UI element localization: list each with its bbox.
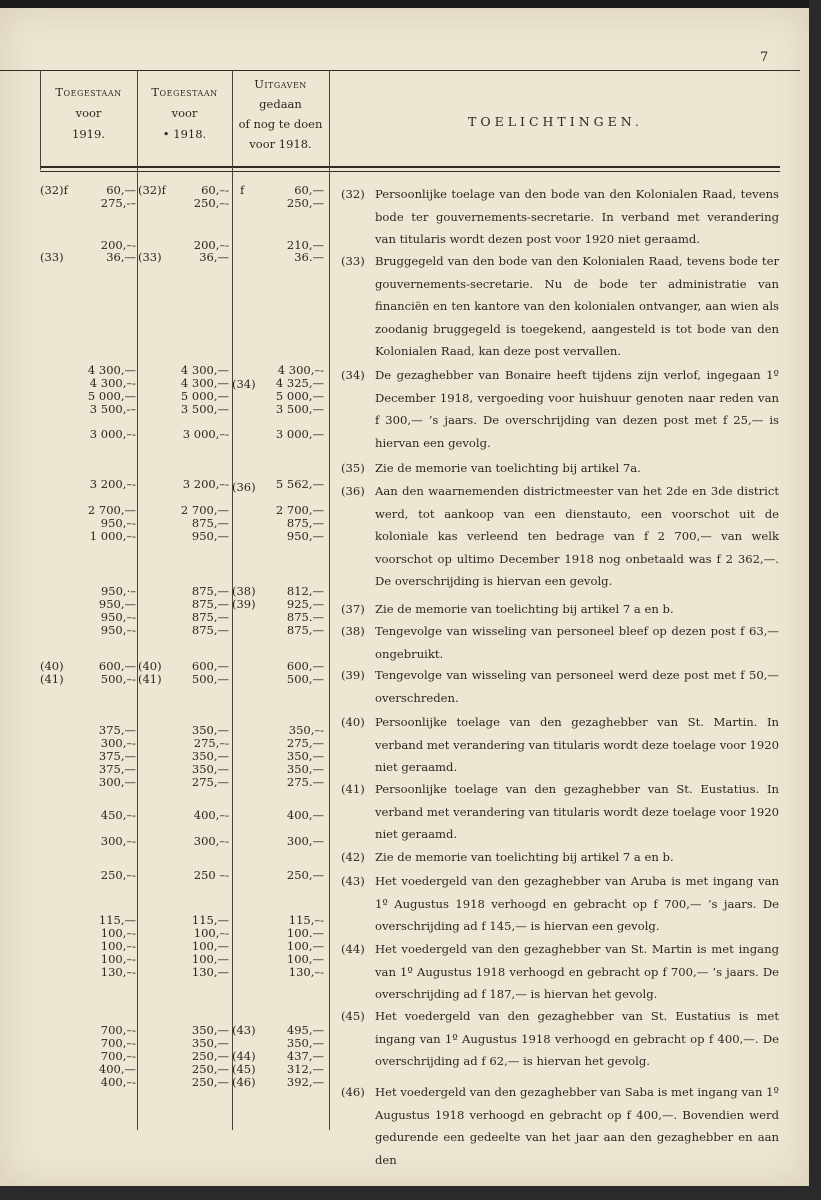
label-c36: (36) bbox=[232, 480, 256, 494]
col3-amount: 600,— bbox=[286, 659, 324, 673]
col2-amount: 350,— bbox=[191, 749, 229, 763]
col2-amount: 250 –- bbox=[193, 868, 229, 882]
col1-amount: 375,— bbox=[98, 749, 136, 763]
label-b33: (33) bbox=[138, 250, 162, 264]
col1-amount: 300,–- bbox=[100, 834, 136, 848]
note-text: Tengevolge van wisseling van personeel werd deze post met f 50,— overschreden. bbox=[375, 668, 779, 705]
col1-amount: 400,— bbox=[98, 1062, 136, 1076]
header-expenditure-1918: Uitgaven gedaan of nog te doen voor 1918. bbox=[238, 77, 323, 151]
col1-amount: 2 700,— bbox=[87, 503, 136, 517]
col2-amount: 130,— bbox=[191, 965, 229, 979]
col2-amount: 875,— bbox=[191, 516, 229, 530]
col2-amount: 600,— bbox=[191, 659, 229, 673]
note-text: Zie de memorie van toelichting bij artikel 7a. bbox=[375, 461, 641, 475]
col1-amount: 400,–- bbox=[100, 1075, 136, 1089]
col2-amount: 350,— bbox=[191, 1036, 229, 1050]
col3-amount: 500,— bbox=[286, 672, 324, 686]
col3-amount: 60,— bbox=[294, 183, 324, 197]
col3-amount: 5 562,— bbox=[275, 477, 324, 491]
col3-amount: 115,–- bbox=[288, 913, 324, 927]
col3-amount: 925,— bbox=[286, 597, 324, 611]
col2-amount: 3 500,— bbox=[180, 402, 229, 416]
col2-amount: 3 000,–- bbox=[182, 427, 229, 441]
col1-amount: 1 000,–- bbox=[89, 529, 136, 543]
col1-amount: 950,–- bbox=[100, 610, 136, 624]
label-c39: (39) bbox=[232, 597, 256, 611]
col1-amount: 3 500,-– bbox=[89, 402, 136, 416]
header-allowed-1918: Toegestaan voor • 1918. bbox=[151, 85, 218, 141]
col3-amount: 250,— bbox=[286, 868, 324, 882]
col2-amount: 875,— bbox=[191, 610, 229, 624]
col1-amount: 100,–- bbox=[100, 939, 136, 953]
col3-amount: 100.— bbox=[286, 926, 324, 940]
note-text: Het voedergeld van den gezaghebber van St. Martin is met ingang van 1º Augustus 1918 verhoogd en gebracht op f 700,— ’s jaars. De overschrijding ad f 187,— is hiervan het gevolg. bbox=[375, 942, 779, 1001]
col1-amount: 36,— bbox=[106, 250, 136, 264]
col3-amount: 812,— bbox=[286, 584, 324, 598]
col3-amount: 5 000,— bbox=[275, 389, 324, 403]
col2-amount: 60,–- bbox=[201, 183, 229, 197]
col3-amount: 312,— bbox=[286, 1062, 324, 1076]
note-label: (36) bbox=[341, 484, 365, 498]
col2-amount: 115,— bbox=[191, 913, 229, 927]
page-number: 7 bbox=[760, 50, 769, 65]
col2-amount: 275,— bbox=[191, 775, 229, 789]
col3-amount: 2 700,— bbox=[275, 503, 324, 517]
label-a41: (41) bbox=[40, 672, 64, 686]
col3-amount: 875,— bbox=[286, 516, 324, 530]
col2-amount: 250,— bbox=[191, 1062, 229, 1076]
note-text: Aan den waarnemenden districtmeester van het 2de en 3de district werd, tot aankoop van een dienstauto, een voorschot uit de koloniale kas verleend ten bedrage van f 2 700,— van welk voorschot op ultimo December 1918 nog onbetaald was f 2 362,—. De overschrijding is hiervan een gevolg. bbox=[375, 484, 779, 588]
col1-amount: 100,–- bbox=[100, 926, 136, 940]
label-b40: (40) bbox=[138, 659, 162, 673]
note-text: Zie de memorie van toelichting bij artikel 7 a en b. bbox=[375, 850, 674, 864]
col3-amount: 130,–- bbox=[288, 965, 324, 979]
col2-amount: 3 200,–- bbox=[182, 477, 229, 491]
note-label: (37) bbox=[341, 602, 365, 616]
col3-amount: 875.— bbox=[286, 610, 324, 624]
header-bottom-rule bbox=[40, 166, 780, 168]
note-label: (39) bbox=[341, 668, 365, 682]
col2-amount: 250,— bbox=[191, 1049, 229, 1063]
col1-amount: 700,–- bbox=[100, 1036, 136, 1050]
note-text: Het voedergeld van den gezaghebber van Saba is met ingang van 1º Augustus 1918 verhoogd en gebracht op f 400,—. Bovendien werd gedurende een gedeelte van het jaar aan den gezaghebber en aan den bbox=[375, 1085, 779, 1167]
col3-amount: 36.— bbox=[294, 250, 324, 264]
col1-amount: 950,·– bbox=[100, 584, 136, 598]
scan-edge-bottom bbox=[0, 1186, 821, 1200]
col1-amount: 250,–- bbox=[100, 868, 136, 882]
note-text: Persoonlijke toelage van den gezaghebber van St. Martin. In verband met verandering van titularis wordt deze toelage voor 1920 niet geraamd. bbox=[375, 715, 779, 774]
document-page bbox=[0, 8, 809, 1186]
scan-edge-right bbox=[809, 0, 821, 1200]
col2-amount: 100,–- bbox=[193, 926, 229, 940]
col3-amount: 4 300,–- bbox=[277, 363, 324, 377]
col1-amount: 60,— bbox=[106, 183, 136, 197]
header-top-rule bbox=[0, 70, 800, 71]
col2-amount: 350,— bbox=[191, 762, 229, 776]
col1-amount: 375,— bbox=[98, 762, 136, 776]
col3-amount: 350,— bbox=[286, 1036, 324, 1050]
note-label: (46) bbox=[341, 1085, 365, 1099]
col3-amount: 437,— bbox=[286, 1049, 324, 1063]
col3-amount: 300,— bbox=[286, 834, 324, 848]
note-label: (45) bbox=[341, 1009, 365, 1023]
label-c38: (38) bbox=[232, 584, 256, 598]
label-a33: (33) bbox=[40, 250, 64, 264]
label-c32: f bbox=[240, 183, 245, 197]
col1-amount: 500,–- bbox=[100, 672, 136, 686]
col2-amount: 875,— bbox=[191, 623, 229, 637]
col2-amount: 100,— bbox=[191, 952, 229, 966]
note-label: (40) bbox=[341, 715, 365, 729]
col3-amount: 250,— bbox=[286, 196, 324, 210]
note-text: Bruggegeld van den bode van den Kolonialen Raad, tevens bode ter gouvernements-secretarie. Nu de bode ter administratie van financiën en ten kantore van den kolonialen ontvanger, aan wien als zoodanig bruggegeld is toegekend, aangesteld is tot bode van den Kolonialen Raad, kan deze post vervallen. bbox=[375, 254, 779, 358]
note-label: (35) bbox=[341, 461, 365, 475]
note-text: Het voedergeld van den gezaghebber van Aruba is met ingang van 1º Augustus 1918 verhoogd en gebracht op f 700,— ’s jaars. De overschrijding ad f 145,— is hiervan een gevolg. bbox=[375, 874, 779, 933]
col2-amount: 500,— bbox=[191, 672, 229, 686]
col2-amount: 350,— bbox=[191, 1023, 229, 1037]
col2-amount: 875,— bbox=[191, 584, 229, 598]
note-label: (33) bbox=[341, 254, 365, 268]
col3-amount: 275.— bbox=[286, 775, 324, 789]
label-c44: (44) bbox=[232, 1049, 256, 1063]
col2-amount: 200,–- bbox=[193, 238, 229, 252]
col3-amount: 275,— bbox=[286, 736, 324, 750]
column-divider-3 bbox=[329, 70, 330, 1130]
col2-amount: 950,— bbox=[191, 529, 229, 543]
col2-amount: 2 700,— bbox=[180, 503, 229, 517]
note-text: Persoonlijke toelage van den bode van den Kolonialen Raad, tevens bode ter gouvernements-secretarie. In verband met verandering van titularis wordt dezen post voor 1920 niet geraamd. bbox=[375, 187, 779, 246]
col3-amount: 210,— bbox=[286, 238, 324, 252]
label-b41: (41) bbox=[138, 672, 162, 686]
col2-amount: 5 000,— bbox=[180, 389, 229, 403]
header-bottom-rule-thin bbox=[40, 171, 780, 172]
col3-amount: 495,— bbox=[286, 1023, 324, 1037]
col3-amount: 350,— bbox=[286, 762, 324, 776]
col3-amount: 400,— bbox=[286, 808, 324, 822]
col3-amount: 100,— bbox=[286, 939, 324, 953]
note-text: Zie de memorie van toelichting bij artikel 7 a en b. bbox=[375, 602, 674, 616]
col1-amount: 700,–- bbox=[100, 1049, 136, 1063]
note-label: (32) bbox=[341, 187, 365, 201]
col2-amount: 350,— bbox=[191, 723, 229, 737]
col3-amount: 350,–- bbox=[288, 723, 324, 737]
col3-amount: 875,— bbox=[286, 623, 324, 637]
label-c45: (45) bbox=[232, 1062, 256, 1076]
note-label: (42) bbox=[341, 850, 365, 864]
col3-amount: 950,— bbox=[286, 529, 324, 543]
note-label: (43) bbox=[341, 874, 365, 888]
note-label: (38) bbox=[341, 624, 365, 638]
header-allowed-1919: Toegestaan voor 1919. bbox=[55, 85, 122, 141]
col1-amount: 950,–- bbox=[100, 623, 136, 637]
header-explanations: TOELICHTINGEN. bbox=[468, 114, 643, 129]
col2-amount: 250,–- bbox=[193, 196, 229, 210]
label-a32: (32)f bbox=[40, 183, 68, 197]
label-c46: (46) bbox=[232, 1075, 256, 1089]
col1-amount: 100,–- bbox=[100, 952, 136, 966]
label-c43: (43) bbox=[232, 1023, 256, 1037]
note-text: Persoonlijke toelage van den gezaghebber van St. Eustatius. In verband met verandering van titularis wordt deze toelage voor 1920 niet geraamd. bbox=[375, 782, 779, 841]
col2-amount: 100,— bbox=[191, 939, 229, 953]
col1-amount: 600,— bbox=[98, 659, 136, 673]
note-label: (34) bbox=[341, 368, 365, 382]
col1-amount: 4 300,— bbox=[87, 363, 136, 377]
note-label: (41) bbox=[341, 782, 365, 796]
col2-amount: 4 300,— bbox=[180, 363, 229, 377]
col1-amount: 3 200,–- bbox=[89, 477, 136, 491]
col1-amount: 4 300,–- bbox=[89, 376, 136, 390]
header-bullet: • bbox=[162, 127, 170, 141]
label-b32: (32)f bbox=[138, 183, 166, 197]
col2-amount: 250,— bbox=[191, 1075, 229, 1089]
col3-amount: 350,— bbox=[286, 749, 324, 763]
col2-amount: 275,–- bbox=[193, 736, 229, 750]
note-label: (44) bbox=[341, 942, 365, 956]
note-text: Tengevolge van wisseling van personeel bleef op dezen post f 63,— ongebruikt. bbox=[375, 624, 779, 661]
col1-amount: 115,— bbox=[98, 913, 136, 927]
col1-amount: 5 000,— bbox=[87, 389, 136, 403]
note-text: De gezaghebber van Bonaire heeft tijdens zijn verlof, ingegaan 1º December 1918, vergoeding voor huishuur genoten naar reden van f 300,— ’s jaars. De overschrijding van dezen post met f 25,— is hiervan een gevolg. bbox=[375, 368, 779, 450]
label-a40: (40) bbox=[40, 659, 64, 673]
col1-amount: 130,–- bbox=[100, 965, 136, 979]
column-divider-1 bbox=[137, 70, 138, 1130]
col3-amount: 3 500,— bbox=[275, 402, 324, 416]
col1-amount: 300,–- bbox=[100, 736, 136, 750]
col3-amount: 100,— bbox=[286, 952, 324, 966]
label-c34: (34) bbox=[232, 377, 256, 391]
col2-amount: 300,–- bbox=[193, 834, 229, 848]
col2-amount: 400,–- bbox=[193, 808, 229, 822]
col1-amount: 950,— bbox=[98, 597, 136, 611]
col1-amount: 3 000,–- bbox=[89, 427, 136, 441]
col1-amount: 450,–- bbox=[100, 808, 136, 822]
col2-amount: 875,— bbox=[191, 597, 229, 611]
col1-amount: 200,–- bbox=[100, 238, 136, 252]
col1-amount: 950,–- bbox=[100, 516, 136, 530]
col3-amount: 4 325,— bbox=[275, 376, 324, 390]
note-text: Het voedergeld van den gezaghebber van St. Eustatius is met ingang van 1º Augustus 1918 verhoogd en gebracht op f 400,—. De overschrijding ad f 62,— is hiervan het gevolg. bbox=[375, 1009, 779, 1068]
col2-amount: 4 300,— bbox=[180, 376, 229, 390]
col1-amount: 300,— bbox=[98, 775, 136, 789]
col3-amount: 392,— bbox=[286, 1075, 324, 1089]
col1-amount: 275,-– bbox=[100, 196, 136, 210]
col3-amount: 3 000,— bbox=[275, 427, 324, 441]
col1-amount: 375,— bbox=[98, 723, 136, 737]
col1-amount: 700,–- bbox=[100, 1023, 136, 1037]
col2-amount: 36,— bbox=[199, 250, 229, 264]
